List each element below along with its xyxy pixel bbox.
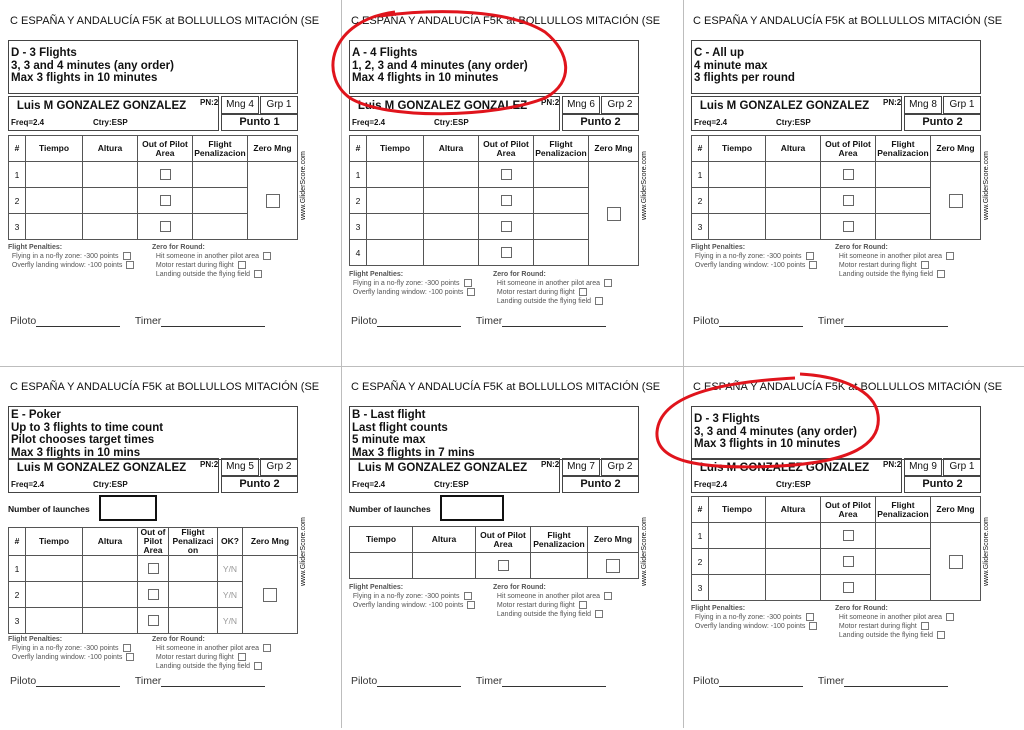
timer-label: Timer [817, 315, 845, 327]
col-number: # [9, 136, 26, 162]
task-line: Max 4 flights in 10 minutes [352, 72, 499, 84]
landing-outside: Landing outside the flying field [496, 298, 592, 305]
timer-label: Timer [475, 315, 503, 327]
mng-number: Mng 8 [904, 96, 942, 114]
row-number: 2 [692, 549, 709, 575]
motor-restart: Motor restart during flight [496, 602, 575, 609]
row-number: 3 [350, 214, 367, 240]
row-number: 1 [9, 556, 26, 582]
col-flight-penalization: Flight Penalizaci on [169, 528, 218, 556]
col-flight-penalization: Flight Penalizacion [531, 527, 588, 553]
pilot-name: Luis M GONZALEZ GONZALEZ [357, 462, 528, 474]
punto-label: Punto 2 [221, 476, 298, 493]
col-zero-mng: Zero Mng [589, 136, 639, 162]
row-number: 2 [9, 582, 26, 608]
col-altura: Altura [83, 136, 138, 162]
number-of-launches-label: Number of launches [349, 504, 431, 514]
group-number: Grp 1 [260, 96, 298, 114]
pilot-name: Luis M GONZALEZ GONZALEZ [16, 462, 187, 474]
row-number: 4 [350, 240, 367, 266]
mng-number: Mng 7 [562, 458, 600, 476]
group-number: Grp 1 [943, 458, 981, 476]
flight-penalties-heading: Flight Penalties: [349, 271, 404, 278]
mng-number: Mng 5 [221, 458, 259, 476]
col-flight-penalization: Flight Penalizacion [876, 497, 931, 523]
task-line: Max 3 flights in 10 minutes [11, 72, 158, 84]
pilot-number: PN:2 [200, 460, 219, 469]
pilot-name: Luis M GONZALEZ GONZALEZ [16, 100, 187, 112]
task-line: D - 3 Flights [694, 413, 760, 425]
pilot-number: PN:2 [541, 460, 560, 469]
pilot-number: PN:2 [883, 460, 902, 469]
piloto-label: Piloto [10, 315, 37, 327]
punto-label: Punto 2 [904, 476, 981, 493]
zero-round-heading: Zero for Round: [835, 605, 888, 612]
country: Ctry:ESP [434, 480, 469, 489]
motor-restart: Motor restart during flight [838, 262, 917, 269]
task-line: Pilot chooses target times [11, 434, 155, 446]
pilot-number: PN:2 [200, 98, 219, 107]
timer-label: Timer [817, 675, 845, 687]
col-number: # [350, 136, 367, 162]
overfly-penalty: Overfly landing window: -100 points [352, 289, 464, 296]
country: Ctry:ESP [93, 118, 128, 127]
ok-yes-no[interactable]: Y/N [218, 608, 243, 634]
task-line: 1, 2, 3 and 4 minutes (any order) [352, 59, 528, 72]
row-number: 2 [9, 188, 26, 214]
country: Ctry:ESP [776, 480, 811, 489]
mng-number: Mng 4 [221, 96, 259, 114]
zero-round-heading: Zero for Round: [493, 584, 546, 591]
col-tiempo: Tiempo [26, 136, 83, 162]
landing-outside: Landing outside the flying field [496, 611, 592, 618]
task-line: E - Poker [11, 409, 61, 421]
row-number: 3 [692, 575, 709, 601]
pilot-number: PN:2 [883, 98, 902, 107]
task-line: C - All up [694, 47, 745, 59]
website-label: www.GliderScore.com [641, 151, 648, 220]
pilot-name: Luis M GONZALEZ GONZALEZ [699, 462, 870, 474]
motor-restart: Motor restart during flight [155, 262, 234, 269]
group-number: Grp 2 [260, 458, 298, 476]
zero-round-heading: Zero for Round: [835, 244, 888, 251]
col-altura: Altura [83, 528, 138, 556]
website-label: www.GliderScore.com [983, 517, 990, 586]
row-number: 3 [9, 214, 26, 240]
col-altura: Altura [424, 136, 479, 162]
event-title: C ESPAÑA Y ANDALUCÍA F5K at BOLLULLOS MITACIÓN (SE [693, 381, 1003, 393]
task-line: D - 3 Flights [11, 47, 77, 59]
no-fly-penalty: Flying in a no-fly zone: -300 points [694, 614, 802, 621]
task-line: 5 minute max [352, 434, 426, 446]
overfly-penalty: Overfly landing window: -100 points [694, 262, 806, 269]
col-tiempo: Tiempo [709, 497, 766, 523]
ok-yes-no[interactable]: Y/N [218, 556, 243, 582]
task-line: 3, 3 and 4 minutes (any order) [694, 425, 857, 438]
overfly-penalty: Overfly landing window: -100 points [11, 262, 123, 269]
landing-outside: Landing outside the flying field [155, 663, 251, 670]
task-line: 4 minute max [694, 59, 768, 72]
landing-outside: Landing outside the flying field [838, 271, 934, 278]
pilot-name: Luis M GONZALEZ GONZALEZ [357, 100, 528, 112]
col-out-of-pilot-area: Out of Pilot Area [479, 136, 534, 162]
col-flight-penalization: Flight Penalizacion [534, 136, 589, 162]
landing-outside: Landing outside the flying field [155, 271, 251, 278]
row-number: 1 [9, 162, 26, 188]
pilot-name: Luis M GONZALEZ GONZALEZ [699, 100, 870, 112]
mng-number: Mng 9 [904, 458, 942, 476]
motor-restart: Motor restart during flight [496, 289, 575, 296]
piloto-label: Piloto [10, 675, 37, 687]
col-zero-mng: Zero Mng [248, 136, 298, 162]
col-flight-penalization: Flight Penalizacion [876, 136, 931, 162]
col-number: # [692, 497, 709, 523]
no-fly-penalty: Flying in a no-fly zone: -300 points [11, 645, 119, 652]
group-number: Grp 2 [601, 458, 639, 476]
col-tiempo: Tiempo [350, 527, 413, 553]
col-out-of-pilot-area: Out of Pilot Area [138, 136, 193, 162]
piloto-label: Piloto [351, 315, 378, 327]
overfly-penalty: Overfly landing window: -100 points [352, 602, 464, 609]
event-title: C ESPAÑA Y ANDALUCÍA F5K at BOLLULLOS MITACIÓN (SE [351, 381, 661, 393]
task-line: Max 3 flights in 10 mins [11, 446, 141, 459]
red-circle-annotation [333, 12, 566, 114]
frequency: Freq=2.4 [11, 118, 45, 127]
row-number: 3 [9, 608, 26, 634]
col-tiempo: Tiempo [709, 136, 766, 162]
pilot-number: PN:2 [541, 98, 560, 107]
col-zero-mng: Zero Mng [243, 528, 298, 556]
punto-label: Punto 2 [904, 114, 981, 131]
row-number: 2 [692, 188, 709, 214]
timer-label: Timer [134, 675, 162, 687]
zero-round-heading: Zero for Round: [152, 244, 205, 251]
col-flight-penalization: Flight Penalizacion [193, 136, 248, 162]
col-tiempo: Tiempo [26, 528, 83, 556]
task-line: A - 4 Flights [352, 47, 418, 59]
event-title: C ESPAÑA Y ANDALUCÍA F5K at BOLLULLOS MITACIÓN (SE [693, 15, 1003, 27]
country: Ctry:ESP [434, 118, 469, 127]
hit-someone: Hit someone in another pilot area [838, 253, 943, 260]
event-title: C ESPAÑA Y ANDALUCÍA F5K at BOLLULLOS MITACIÓN (SE [10, 15, 320, 27]
task-line: Last flight counts [352, 421, 448, 434]
row-number: 1 [350, 162, 367, 188]
col-altura: Altura [413, 527, 476, 553]
task-line: 3 flights per round [694, 72, 795, 84]
task-line: 3, 3 and 4 minutes (any order) [11, 59, 174, 72]
frequency: Freq=2.4 [694, 480, 728, 489]
no-fly-penalty: Flying in a no-fly zone: -300 points [352, 280, 460, 287]
row-number: 1 [692, 162, 709, 188]
col-out-of-pilot-area: Out of Pilot Area [821, 497, 876, 523]
punto-label: Punto 2 [562, 476, 639, 493]
zero-round-heading: Zero for Round: [493, 271, 546, 278]
no-fly-penalty: Flying in a no-fly zone: -300 points [11, 253, 119, 260]
frequency: Freq=2.4 [352, 480, 386, 489]
task-line: Max 3 flights in 10 minutes [694, 438, 841, 450]
col-out-of-pilot-area: Out of Pilot Area [138, 528, 169, 556]
zero-round-heading: Zero for Round: [152, 636, 205, 643]
col-zero-mng: Zero Mng [931, 136, 981, 162]
col-zero-mng: Zero Mng [931, 497, 981, 523]
mng-number: Mng 6 [562, 96, 600, 114]
website-label: www.GliderScore.com [641, 517, 648, 586]
website-label: www.GliderScore.com [300, 151, 307, 220]
group-number: Grp 2 [601, 96, 639, 114]
frequency: Freq=2.4 [11, 480, 45, 489]
landing-outside: Landing outside the flying field [838, 632, 934, 639]
col-zero-mng: Zero Mng [588, 527, 639, 553]
event-title: C ESPAÑA Y ANDALUCÍA F5K at BOLLULLOS MITACIÓN (SE [351, 15, 661, 27]
flight-penalties-heading: Flight Penalties: [8, 636, 63, 643]
flight-penalties-heading: Flight Penalties: [691, 244, 746, 251]
timer-label: Timer [134, 315, 162, 327]
no-fly-penalty: Flying in a no-fly zone: -300 points [694, 253, 802, 260]
no-fly-penalty: Flying in a no-fly zone: -300 points [352, 593, 460, 600]
website-label: www.GliderScore.com [300, 517, 307, 586]
website-label: www.GliderScore.com [983, 151, 990, 220]
flight-penalties-heading: Flight Penalties: [8, 244, 63, 251]
flight-penalties-heading: Flight Penalties: [691, 605, 746, 612]
col-ok: OK? [218, 528, 243, 556]
piloto-label: Piloto [351, 675, 378, 687]
col-number: # [692, 136, 709, 162]
hit-someone: Hit someone in another pilot area [155, 253, 260, 260]
motor-restart: Motor restart during flight [838, 623, 917, 630]
country: Ctry:ESP [93, 480, 128, 489]
country: Ctry:ESP [776, 118, 811, 127]
overfly-penalty: Overfly landing window: -100 points [694, 623, 806, 630]
red-circle-annotation [657, 374, 878, 467]
flight-penalties-heading: Flight Penalties: [349, 584, 404, 591]
hit-someone: Hit someone in another pilot area [496, 280, 601, 287]
col-number: # [9, 528, 26, 556]
piloto-label: Piloto [693, 315, 720, 327]
piloto-label: Piloto [693, 675, 720, 687]
frequency: Freq=2.4 [694, 118, 728, 127]
col-out-of-pilot-area: Out of Pilot Area [821, 136, 876, 162]
event-title: C ESPAÑA Y ANDALUCÍA F5K at BOLLULLOS MITACIÓN (SE [10, 381, 320, 393]
col-altura: Altura [766, 136, 821, 162]
col-out-of-pilot-area: Out of Pilot Area [476, 527, 531, 553]
hit-someone: Hit someone in another pilot area [496, 593, 601, 600]
row-number: 1 [692, 523, 709, 549]
hit-someone: Hit someone in another pilot area [155, 645, 260, 652]
row-number: 2 [350, 188, 367, 214]
group-number: Grp 1 [943, 96, 981, 114]
col-tiempo: Tiempo [367, 136, 424, 162]
hit-someone: Hit someone in another pilot area [838, 614, 943, 621]
row-number: 3 [692, 214, 709, 240]
task-line: Up to 3 flights to time count [11, 421, 164, 434]
punto-label: Punto 2 [562, 114, 639, 131]
timer-label: Timer [475, 675, 503, 687]
number-of-launches-label: Number of launches [8, 504, 90, 514]
task-line: Max 3 flights in 7 mins [352, 446, 475, 459]
ok-yes-no[interactable]: Y/N [218, 582, 243, 608]
punto-label: Punto 1 [221, 114, 298, 131]
motor-restart: Motor restart during flight [155, 654, 234, 661]
frequency: Freq=2.4 [352, 118, 386, 127]
col-altura: Altura [766, 497, 821, 523]
overfly-penalty: Overfly landing window: -100 points [11, 654, 123, 661]
task-line: B - Last flight [352, 409, 426, 421]
